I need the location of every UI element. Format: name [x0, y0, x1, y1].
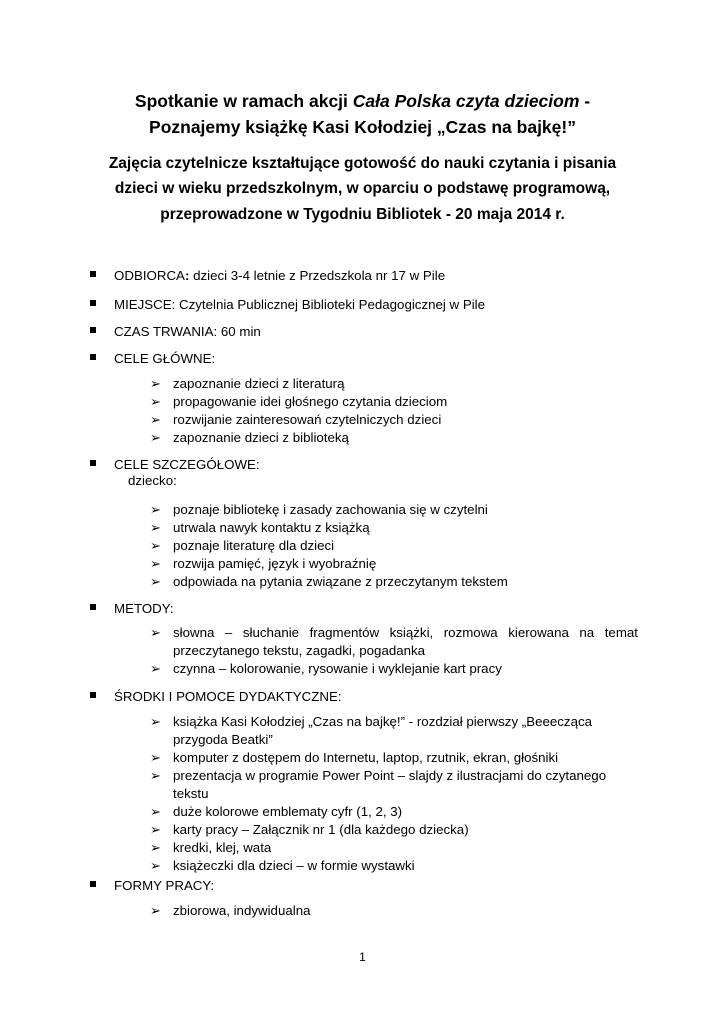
arrow-bullet-icon: ➢: [150, 822, 161, 837]
page-number: 1: [359, 950, 366, 964]
list-item: ➢ zapoznanie dzieci z literaturą: [150, 376, 345, 391]
title-emphasis: Cała Polska czyta dzieciom: [352, 91, 580, 111]
list-item: ➢ karty pracy – Załącznik nr 1 (dla każdego dziecka): [150, 822, 469, 837]
document-title-line1: [0, 89, 725, 113]
subtitle-line1: Zajęcia czytelnicze kształtujące gotowość do nauki czytania i pisania: [108, 155, 617, 172]
bullet-square-icon: [90, 271, 96, 277]
arrow-bullet-icon: ➢: [150, 394, 161, 409]
bullet-square-icon: [90, 881, 96, 887]
czas-text: CZAS TRWANIA: 60 min: [114, 324, 261, 339]
list-item: ➢ poznaje bibliotekę i zasady zachowania się w czytelni: [150, 502, 488, 517]
list-item: ➢ poznaje literaturę dla dzieci: [150, 538, 335, 553]
formy-heading: FORMY PRACY:: [114, 878, 215, 893]
dziecko-label: dziecko:: [128, 473, 177, 488]
arrow-bullet-icon: ➢: [150, 502, 161, 517]
subtitle-line3: przeprowadzone w Tygodniu Bibliotek - 20 maja 2014 r.: [160, 206, 565, 223]
list-item: ➢ słowna – słuchanie fragmentów książki, rozmowa kierowana na temat przeczytanego tekstu, zagadki, pogadanka: [150, 625, 638, 658]
list-item: ➢ książeczki dla dzieci – w formie wystawki: [150, 858, 415, 873]
list-item: ➢ propagowanie idei głośnego czytania dzieciom: [150, 394, 448, 409]
srodki-heading: ŚRODKI I POMOCE DYDAKTYCZNE:: [114, 689, 342, 704]
list-item: ➢ prezentacja w programie Power Point – slajdy z ilustracjami do czytanego tekstu: [150, 768, 607, 801]
arrow-bullet-icon: ➢: [150, 714, 161, 729]
srodki-list: [150, 713, 638, 875]
list-item: ➢ książka Kasi Kołodziej „Czas na bajkę!” - rozdział pierwszy „Beeecząca przygoda Beatki”: [150, 714, 593, 747]
bullet-square-icon: [90, 327, 96, 333]
arrow-bullet-icon: ➢: [150, 750, 161, 765]
arrow-bullet-icon: ➢: [150, 412, 161, 427]
arrow-bullet-icon: ➢: [150, 840, 161, 855]
arrow-bullet-icon: ➢: [150, 625, 161, 640]
list-item: ➢ rozwija pamięć, język i wyobraźnię: [150, 556, 377, 571]
title-text: Spotkanie w ramach akcji: [134, 91, 353, 111]
bullet-square-icon: [90, 604, 96, 610]
subtitle-line2: dzieci w wieku przedszkolnym, w oparciu o podstawę programową,: [114, 180, 611, 197]
bullet-square-icon: [90, 460, 96, 466]
list-item: ➢ odpowiada na pytania związane z przeczytanym tekstem: [150, 574, 508, 589]
title-dash: -: [579, 91, 591, 111]
arrow-bullet-icon: ➢: [150, 804, 161, 819]
arrow-bullet-icon: ➢: [150, 574, 161, 589]
arrow-bullet-icon: ➢: [150, 768, 161, 783]
arrow-bullet-icon: ➢: [150, 376, 161, 391]
list-item: ➢ zapoznanie dzieci z biblioteką: [150, 430, 349, 445]
bullet-square-icon: [90, 300, 96, 306]
odbiorca-colon: :: [184, 268, 190, 283]
odbiorca-text: dzieci 3-4 letnie z Przedszkola nr 17 w Pile: [189, 268, 446, 283]
arrow-bullet-icon: ➢: [150, 520, 161, 535]
cele-szczegolowe-heading: CELE SZCZEGÓŁOWE:: [114, 457, 260, 472]
bullet-square-icon: [90, 354, 96, 360]
list-item: ➢ komputer z dostępem do Internetu, laptop, rzutnik, ekran, głośniki: [150, 750, 559, 765]
list-item: ➢ rozwijanie zainteresowań czytelniczych dzieci: [150, 412, 442, 427]
arrow-bullet-icon: ➢: [150, 430, 161, 445]
cele-glowne-list: [150, 375, 638, 447]
metody-heading: METODY:: [114, 601, 174, 616]
miejsce-text: MIEJSCE: Czytelnia Publicznej Biblioteki Pedagogicznej w Pile: [114, 297, 486, 312]
cele-szczegolowe-list: [150, 501, 638, 591]
list-item: ➢ kredki, klej, wata: [150, 840, 272, 855]
cele-glowne-heading: CELE GŁÓWNE:: [114, 351, 216, 366]
metody-list: [150, 624, 638, 678]
arrow-bullet-icon: ➢: [150, 556, 161, 571]
document-title-line2: Poznajemy książkę Kasi Kołodziej „Czas na bajkę!”: [149, 117, 576, 137]
arrow-bullet-icon: ➢: [150, 858, 161, 873]
odbiorca-label: ODBIORCA: [114, 268, 185, 283]
bullet-square-icon: [90, 692, 96, 698]
arrow-bullet-icon: ➢: [150, 661, 161, 676]
formy-list: [150, 902, 638, 920]
list-item: ➢ czynna – kolorowanie, rysowanie i wyklejanie kart pracy: [150, 661, 502, 676]
list-item: ➢ utrwala nawyk kontaktu z książką: [150, 520, 370, 535]
list-item: ➢ zbiorowa, indywidualna: [150, 903, 311, 918]
arrow-bullet-icon: ➢: [150, 903, 161, 918]
list-item: ➢ duże kolorowe emblematy cyfr (1, 2, 3): [150, 804, 403, 819]
arrow-bullet-icon: ➢: [150, 538, 161, 553]
